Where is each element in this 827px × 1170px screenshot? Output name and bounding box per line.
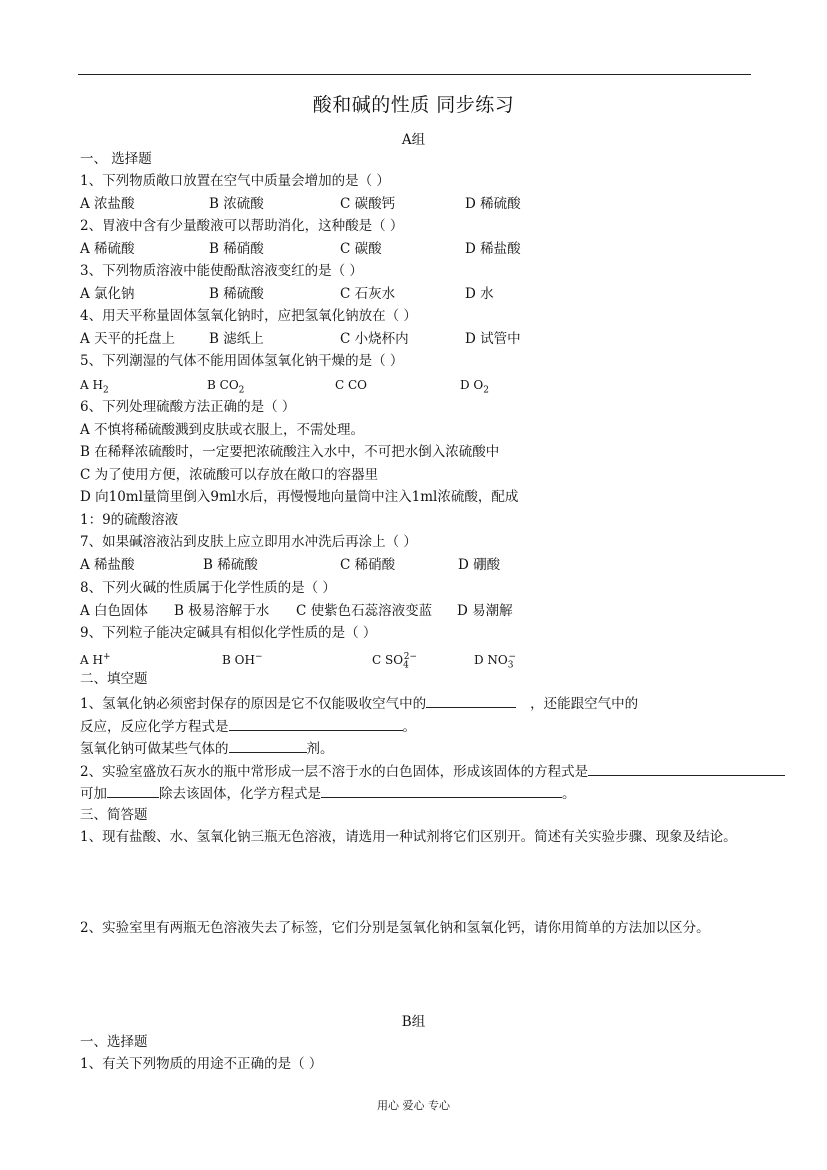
fill-2-blank-2[interactable]: [107, 783, 159, 798]
fill-1-text-a: 1、氢氧化钠必须密封保存的原因是它不仅能吸收空气中的: [80, 696, 427, 712]
q9-option-c: C $SO_4^{2-}$: [372, 652, 418, 671]
q3-option-a: A 氯化钠: [80, 286, 135, 302]
fill-1-text-c: 反应，反应化学方程式是: [80, 719, 229, 735]
question-4: 4、用天平称量固体氢氧化钠时，应把氢氧化钠放在（ ）: [80, 308, 417, 324]
fill-question-1-line-3: [80, 738, 334, 758]
q5-option-c: C CO: [335, 378, 368, 392]
q5-option-b: B $CO_2$: [207, 378, 245, 396]
section-choice-heading: 一、 选择题: [80, 151, 152, 167]
short-answer-1: 1、现有盐酸、水、氢氧化钠三瓶无色溶液，请选用一种试剂将它们区别开。简述有关实验步骤、现象及结论。: [80, 829, 737, 845]
q4-option-d: D 试管中: [465, 331, 521, 347]
short-answer-2: 2、实验室里有两瓶无色溶液失去了标签，它们分别是氢氧化钠和氢氧化钙，请你用简单的方法加以区分。: [80, 920, 710, 936]
fill-2-blank-1[interactable]: [588, 761, 785, 776]
question-8: 8、下列火碱的性质属于化学性质的是（ ）: [80, 580, 336, 596]
fill-question-2: [80, 761, 785, 781]
q6-option-d: D 向10ml量筒里倒入9ml水后，再慢慢地向量筒中注入1ml浓硫酸，配成: [80, 489, 519, 505]
q4-option-b: B 滤纸上: [209, 331, 264, 347]
q6-option-d-continued: 1：9的硫酸溶液: [80, 512, 179, 528]
q2-option-d: D 稀盐酸: [465, 241, 521, 257]
fill-1-text-f: 剂。: [306, 741, 334, 757]
q7-option-d: D 硼酸: [458, 557, 501, 573]
q3-option-c: C 石灰水: [340, 286, 396, 302]
q2-option-a: A 稀硫酸: [80, 241, 135, 257]
q4-option-c: C 小烧杯内: [340, 331, 409, 347]
fill-1-text-d: 。: [402, 719, 416, 735]
question-1: 1、下列物质敞口放置在空气中质量会增加的是（ ）: [80, 173, 390, 189]
fill-2-text-a: 2、实验室盛放石灰水的瓶中常形成一层不溶于水的白色固体，形成该固体的方程式是: [80, 764, 589, 780]
q9-option-b: B OH−: [222, 652, 263, 667]
q7-option-b: B 稀硫酸: [203, 557, 258, 573]
q8-option-d: D 易潮解: [457, 603, 513, 619]
q2-option-b: B 稀硝酸: [209, 241, 264, 257]
question-2: 2、胃液中含有少量酸液可以帮助消化，这种酸是（ ）: [80, 218, 404, 234]
fill-1-blank-2[interactable]: [229, 716, 403, 731]
q1-option-b: B 浓硫酸: [209, 196, 264, 212]
fill-1-blank-1[interactable]: [426, 693, 516, 708]
q6-option-c: C 为了使用方便，浓硫酸可以存放在敞口的容器里: [80, 467, 379, 483]
fill-1-text-e: 氢氧化钠可做某些气体的: [80, 741, 229, 757]
question-6: 6、下列处理硫酸方法正确的是（ ）: [80, 399, 296, 415]
group-b-heading: B组: [401, 1014, 426, 1030]
q1-option-d: D 稀硫酸: [465, 196, 521, 212]
question-5: 5、下列潮湿的气体不能用固体氢氧化钠干燥的是（ ）: [80, 353, 404, 369]
fill-2-text-c: 除去该固体，化学方程式是: [159, 786, 321, 802]
q3-option-d: D 水: [465, 286, 494, 302]
q5-option-a: A $H_2$: [80, 378, 109, 396]
q3-option-b: B 稀硫酸: [209, 286, 264, 302]
q7-option-a: A 稀盐酸: [80, 557, 135, 573]
fill-question-1-line-2: [80, 716, 416, 736]
group-b-question-1: 1、有关下列物质的用途不正确的是（ ）: [80, 1056, 323, 1072]
fill-2-blank-3[interactable]: [321, 783, 562, 798]
group-a-heading: A组: [401, 132, 426, 148]
fill-question-2-line-2: [80, 783, 576, 803]
question-7: 7、如果碱溶液沾到皮肤上应立即用水冲洗后再涂上（ ）: [80, 534, 417, 550]
q9-option-d: D $NO_3^-$: [474, 652, 517, 671]
q7-option-c: C 稀硝酸: [340, 557, 396, 573]
fill-1-text-b: ，还能跟空气中的: [530, 696, 639, 712]
header-rule: [78, 74, 751, 75]
q9-option-a: A H+: [80, 652, 111, 667]
q1-option-a: A 浓盐酸: [80, 196, 135, 212]
question-3: 3、下列物质溶液中能使酚酞溶液变红的是（ ）: [80, 263, 363, 279]
fill-question-1: [80, 693, 638, 713]
q4-option-a: A 天平的托盘上: [80, 331, 176, 347]
section-short-answer-heading: 三、简答题: [80, 807, 148, 823]
q8-option-a: A 白色固体: [80, 603, 149, 619]
page-title: 酸和碱的性质 同步练习: [312, 94, 515, 116]
q8-option-b: B 极易溶解于水: [174, 603, 270, 619]
q8-option-c: C 使紫色石蕊溶液变蓝: [296, 603, 433, 619]
q6-option-b: B 在稀释浓硫酸时，一定要把浓硫酸注入水中，不可把水倒入浓硫酸中: [80, 444, 500, 460]
group-b-section-choice-heading: 一、选择题: [80, 1034, 148, 1050]
fill-1-blank-3[interactable]: [229, 738, 307, 753]
question-9: 9、下列粒子能决定碱具有相似化学性质的是（ ）: [80, 625, 377, 641]
q2-option-c: C 碳酸: [340, 241, 382, 257]
section-fill-heading: 二、填空题: [80, 671, 148, 687]
q6-option-a: A 不慎将稀硫酸溅到皮肤或衣服上，不需处理。: [80, 422, 365, 438]
fill-2-text-d: 。: [562, 786, 576, 802]
page-footer: 用心 爱心 专心: [377, 1099, 450, 1112]
fill-2-text-b: 可加: [80, 786, 107, 802]
q1-option-c: C 碳酸钙: [340, 196, 396, 212]
q5-option-d: D $O_2$: [460, 378, 490, 396]
